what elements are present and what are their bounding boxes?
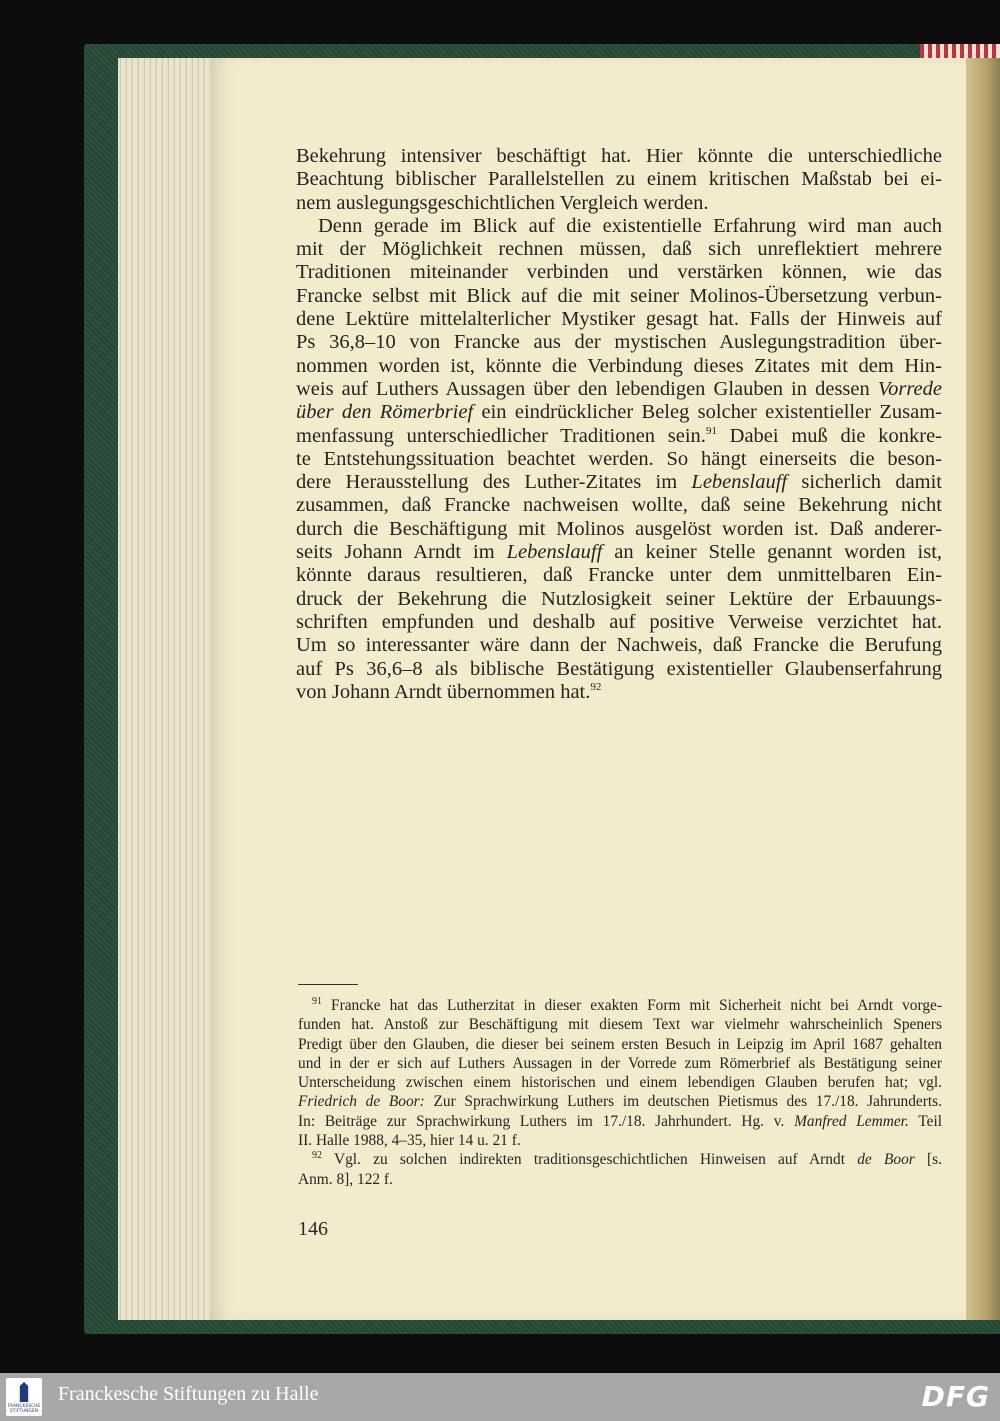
text-line — [296, 401, 942, 424]
gutter-shadow — [966, 58, 1000, 1320]
text-line: Denn gerade im Blick auf die existentielle Erfahrung wird man auch — [318, 214, 942, 237]
text-line: nommen worden ist, könnte die Verbindung dieses Zitates mit dem Hin- — [296, 354, 942, 377]
text-line: Beachtung biblischer Parallelstellen zu einem kritischen Maßstab bei ei- — [296, 168, 942, 191]
text-run: von Johann Arndt übernommen hat. — [296, 680, 591, 703]
dfg-logo[interactable]: DFG — [921, 1380, 990, 1413]
footnote-line — [298, 1112, 942, 1131]
text-line — [296, 681, 942, 704]
footnote-line — [298, 1092, 942, 1111]
text-line — [296, 471, 942, 494]
text-line: Ps 36,8–10 von Francke aus der mystischen Auslegungstradition über- — [296, 331, 942, 354]
viewer-footer — [0, 1373, 1000, 1421]
franckesche-logo-icon[interactable] — [6, 1378, 42, 1416]
text-run: Vgl. zu solchen indirekten traditionsgeschichtlichen Hinweisen auf Arndt — [322, 1151, 858, 1169]
text-line: zusammen, daß Francke nachweisen wollte, daß seine Bekehrung nicht — [296, 494, 942, 517]
footnote-line: und in der er sich auf Luthers Aussagen in der Vorrede zum Römerbrief als Bestätigung seiner — [298, 1054, 942, 1072]
footnote-line — [298, 1150, 942, 1169]
text-line: Um so interessanter wäre dann der Nachweis, daß Francke die Berufung — [296, 634, 942, 657]
author-name: Friedrich de Boor: — [298, 1093, 425, 1111]
logo-text-line: STIFTUNGEN — [9, 1409, 39, 1414]
text-line: Traditionen miteinander verbinden und verstärken können, wie das — [296, 261, 942, 284]
page-number: 146 — [298, 1218, 328, 1240]
text-run: Dabei muß die konkre- — [716, 424, 942, 447]
footnote-ref-92[interactable]: 92 — [590, 680, 602, 693]
text-line: Francke selbst mit Blick auf die mit seiner Molinos-Übersetzung verbun- — [296, 284, 942, 307]
text-line: druck der Bekehrung die Nutzlosigkeit seiner Lektüre der Erbauungs- — [296, 587, 942, 610]
text-line: durch die Beschäftigung mit Molinos ausgelöst worden ist. Daß anderer- — [296, 517, 942, 540]
footnote-number-92: 92 — [312, 1150, 322, 1162]
text-line: nem auslegungsgeschichtlichen Vergleich werden. — [296, 191, 709, 214]
text-run: [s. — [914, 1151, 943, 1169]
text-run: Zur Sprachwirkung Luthers im deutschen Pietismus des 17./18. Jahrunderts. — [424, 1093, 942, 1111]
footnote-line — [298, 996, 942, 1015]
logo-text — [6, 1404, 42, 1414]
text-run: weis auf Luthers Aussagen über den lebendigen Glauben in dessen — [296, 377, 878, 400]
italic-title: Lebenslauff — [506, 541, 603, 564]
author-name: de Boor — [857, 1151, 915, 1169]
text-run: seits Johann Arndt im — [296, 541, 507, 564]
footnote-line: Unterscheidung zwischen einem historischen und einem lebendigen Glauben berufen hat; vgl. — [298, 1074, 942, 1092]
text-line: schriften empfunden und deshalb auf positive Verweise verzichtet hat. — [296, 610, 942, 633]
text-line: te Entstehungssituation beachtet werden. So hängt einerseits die beson- — [296, 447, 942, 470]
institution-title[interactable]: Franckesche Stiftungen zu Halle — [58, 1383, 319, 1405]
text-run: Teil — [908, 1112, 943, 1130]
logo-text-line: FRANCKESCHE — [7, 1404, 41, 1409]
text-line: Bekehrung intensiver beschäftigt hat. Hier könnte die unterschiedliche — [296, 145, 942, 167]
main-text — [296, 145, 942, 704]
author-name: Manfred Lemmer. — [794, 1112, 909, 1130]
footnote-line: funden hat. Anstoß zur Beschäftigung mit diesem Text war vielmehr wahrscheinlich Speners — [298, 1016, 942, 1034]
footnote-ref-91[interactable]: 91 — [705, 424, 717, 437]
building-icon — [17, 1382, 31, 1402]
footnote-number-91: 91 — [312, 996, 322, 1007]
italic-title: über den Römerbrief — [296, 401, 474, 424]
text-line — [296, 378, 942, 401]
footnotes — [298, 996, 942, 1189]
italic-title: Lebenslauff — [691, 471, 788, 494]
footnote-rule — [298, 984, 358, 985]
text-line: könnte daraus resultieren, daß Francke unter dem unmittelbaren Ein- — [296, 564, 942, 587]
italic-title: Vorrede — [877, 377, 942, 400]
footnote-line: Predigt über den Glauben, die dieser bei seinem ersten Besuch in Leipzig im April 1687 gehalten — [298, 1035, 942, 1053]
text-run: dere Herausstellung des Luther-Zitates im — [296, 471, 692, 494]
text-run: ein eindrücklicher Beleg solcher existentieller Zusam- — [473, 401, 942, 424]
text-line — [296, 425, 942, 448]
footnote-line: Anm. 8], 122 f. — [298, 1170, 393, 1188]
text-line: dene Lektüre mittelalterlicher Mystiker gesagt hat. Falls der Hinweis auf — [296, 308, 942, 331]
text-line: auf Ps 36,6–8 als biblische Bestätigung existentieller Glaubenserfahrung — [296, 657, 942, 680]
text-run: In: Beiträge zur Sprachwirkung Luthers im 17./18. Jahrhundert. Hg. v. — [298, 1112, 795, 1130]
text-line: mit der Möglichkeit rechnen müssen, daß sich unreflektiert mehrere — [296, 238, 942, 261]
footnote-line: II. Halle 1988, 4–35, hier 14 u. 21 f. — [298, 1132, 521, 1150]
text-line — [296, 541, 942, 564]
text-run: menfassung unterschiedlicher Traditionen sein. — [296, 424, 706, 447]
text-run: Francke hat das Lutherzitat in dieser exakten Form mit Sicherheit nicht bei Arndt vorge- — [322, 997, 942, 1014]
text-run: sicherlich damit — [787, 471, 943, 494]
text-run: an keiner Stelle genannt worden ist, — [602, 541, 943, 564]
